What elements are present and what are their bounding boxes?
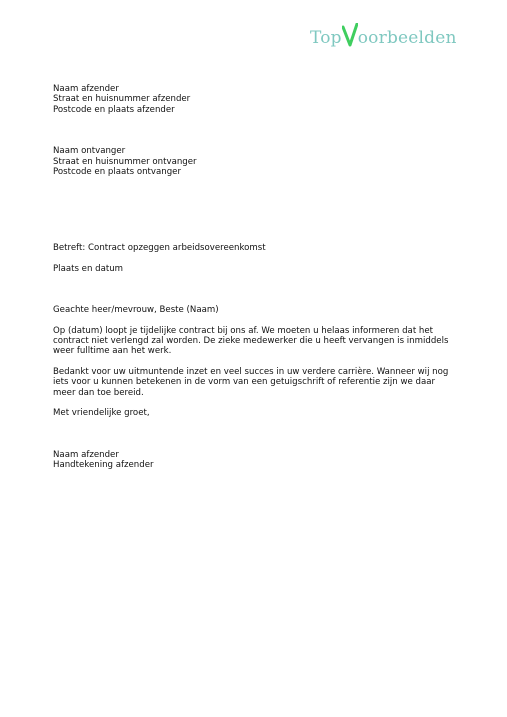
recipient-city: Postcode en plaats ontvanger [53, 167, 182, 178]
recipient-block [53, 146, 453, 177]
body-paragraph-2: Bedankt voor uw uitmuntende inzet en veel succes in uw verdere carrière. Wanneer wij nog iets voor u kunnen betekenen in de vorm van een getuigschrift of referentie zijn we daar meer dan toe bereid. [53, 366, 449, 398]
sender-street: Straat en huisnummer afzender [53, 94, 191, 105]
subject-line: Betreft: Contract opzeggen arbeidsovereenkomst [53, 243, 266, 254]
logo-text-top: Top [310, 28, 342, 48]
sender-block [53, 84, 453, 115]
signature-name: Naam afzender [53, 449, 119, 460]
recipient-name: Naam ontvanger [53, 146, 126, 157]
salutation: Geachte heer/mevrouw, Beste (Naam) [53, 305, 219, 316]
logo-text-oorbeelden: oorbeelden [357, 28, 457, 48]
sender-city: Postcode en plaats afzender [53, 104, 175, 115]
sender-name: Naam afzender [53, 84, 119, 94]
letter-body [53, 84, 453, 470]
checkmark-v-icon [342, 25, 358, 49]
signature-line: Handtekening afzender [53, 459, 154, 470]
topvoorbeelden-logo [310, 20, 457, 48]
place-date: Plaats en datum [53, 263, 124, 274]
body-paragraph-1: Op (datum) loopt je tijdelijke contract bij ons af. We moeten u helaas informeren dat het contract niet verlengd zal worden. De zieke medewerker die u heeft vervangen is inmiddels weer fulltime aan het werk. [53, 325, 449, 357]
recipient-street: Straat en huisnummer ontvanger [53, 156, 197, 167]
closing: Met vriendelijke groet, [53, 408, 150, 419]
